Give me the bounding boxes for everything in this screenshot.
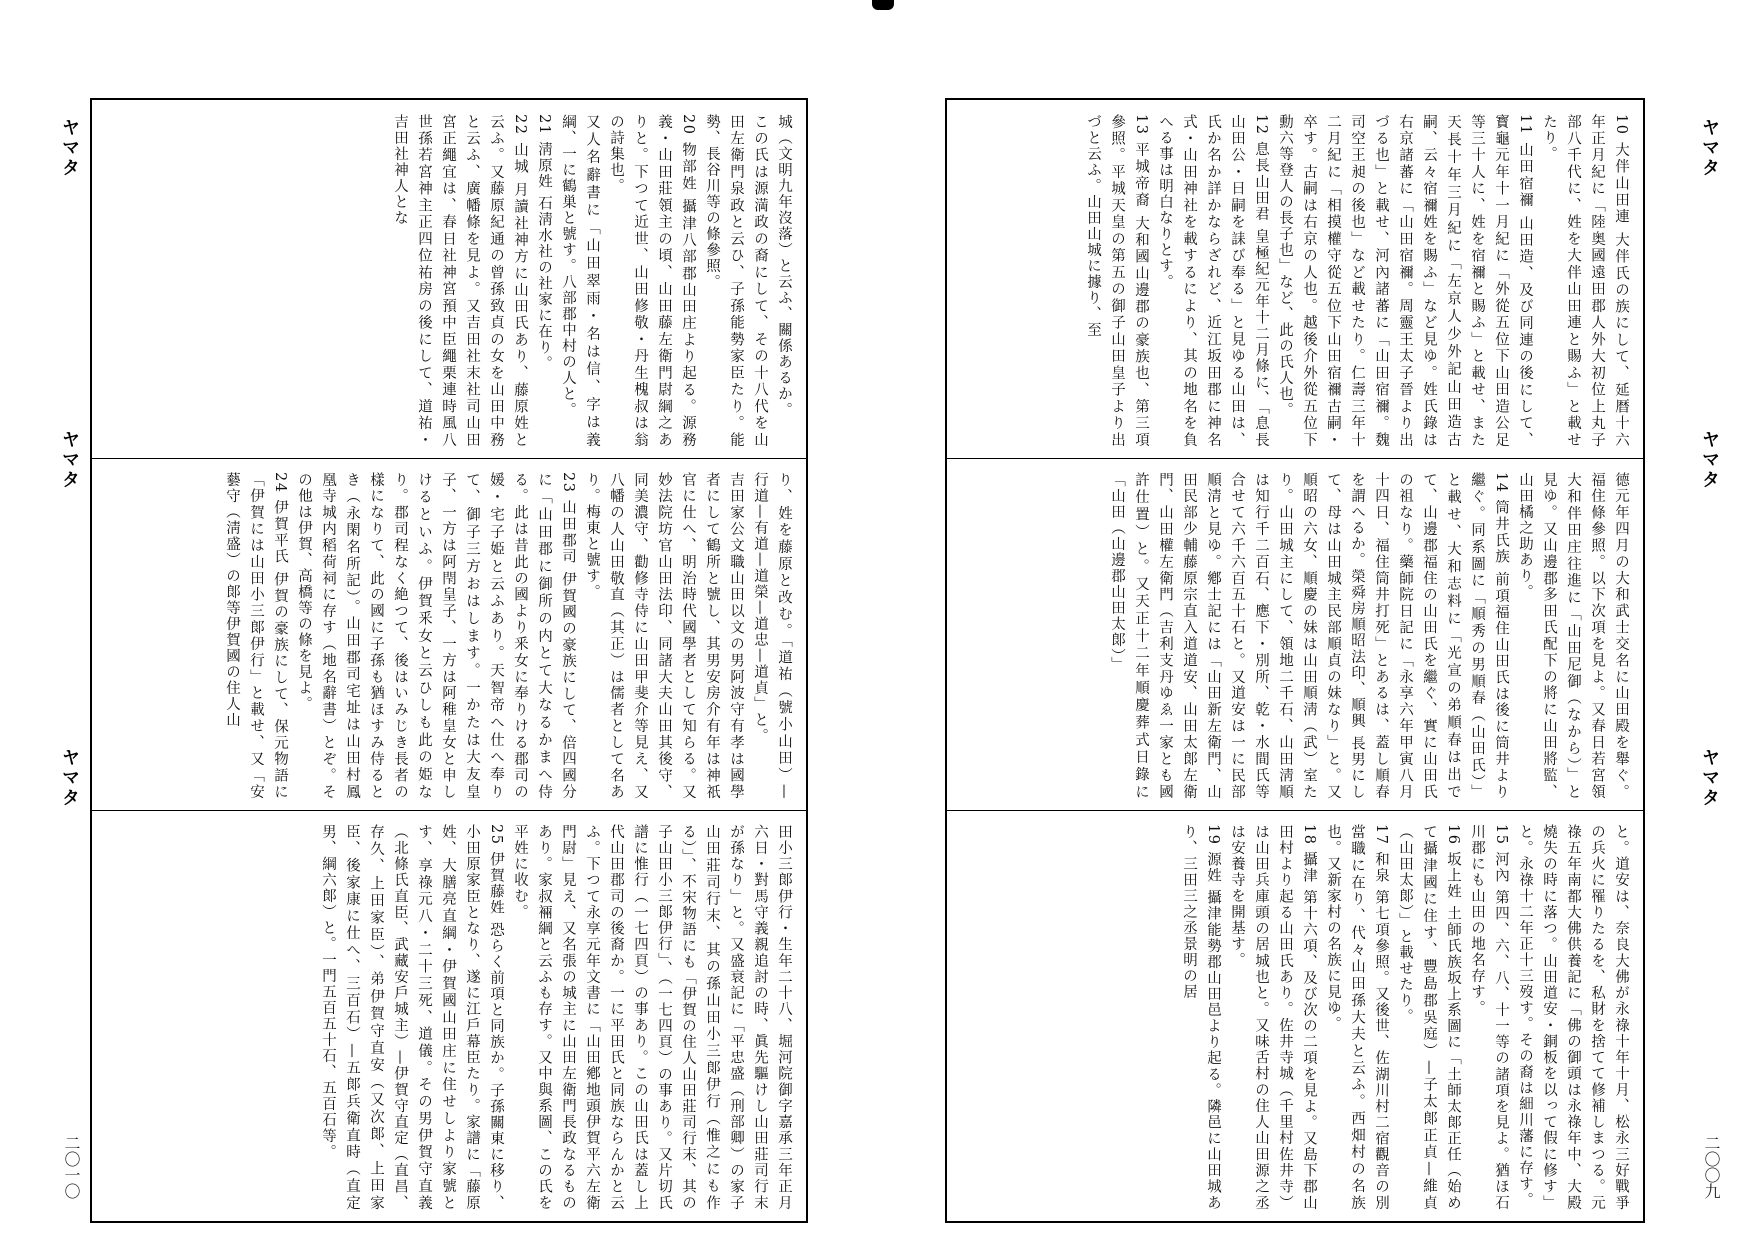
left-band-top-text (92, 100, 806, 458)
running-head-left-1: ヤマタ (59, 118, 80, 178)
running-head-right-1: ヤマタ (1699, 118, 1720, 178)
running-head-left-3: ヤマタ (59, 748, 80, 808)
right-band-middle (947, 458, 1643, 811)
left-page-frame (90, 98, 808, 1223)
right-band-bottom (947, 810, 1643, 1221)
entry-paragraph: と。道安は、奈良大佛が永祿十年十月、松永三好戰爭の兵火に罹りたるを、私財を捨てて修補しまつる。元祿五年南都大佛供養記に「佛の御頭は永祿年中、大殿燒失の時に落つ。山田道安・銅板を以って假に修す」と。永祿十二年正十三歿す。その裔は細川藩に存す。 (1517, 824, 1629, 1211)
right-page-frame (945, 98, 1645, 1223)
entry-paragraph: 15 河內 第四、六、八、十一等の諸項を見よ。猶ほ石川郡にも山田の地名存す。 (1469, 824, 1509, 1211)
entry-paragraph: 13 平城帝裔 大和國山邊郡の豪族也、第三項參照。平城天皇の第五の御子山田皇子より出づと云ふ。山田山城に據り、至 (1085, 114, 1149, 448)
entry-paragraph: 12 息長山田君 皇極紀元年十二月條に、「息長山田公・日嗣を誄び奉る」と見ゆる山田は、氏か名か詳かならざれど、近江坂田郡に神名式・山田神社を載するにより、其の地名を負へる事は明白なりとす。 (1157, 114, 1269, 448)
right-band-top-text (947, 100, 1643, 458)
entry-paragraph: この氏は源満政の裔にして、その十八代を山田左衛門泉政と云ひ、子孫能勢家臣たり。能勢、長谷川等の條參照。 (704, 114, 768, 448)
entry-paragraph: 城（文明九年沒落）と云ふ、關係あるか。 (776, 114, 792, 418)
entry-paragraph: 19 源姓 攝津能勢郡山田邑より起る。隣邑に山田城あり、三田三之丞景明の居 (1181, 824, 1221, 1211)
entry-paragraph: 17 和泉 第七項參照。又後世、佐湖川村二宿觀音の別當職に在り、代々山田孫大夫と云ふ。西畑村の名族也。又新家村の名族に見ゆ。 (1325, 824, 1389, 1211)
entry-paragraph: 18 攝津 第十六項、及び次の二項を見よ。又島下郡山田村より起る山田氏あり。佐井寺城（千里村佐井寺）は山田兵庫頭の居城也と。又味舌村の住人山田源之丞は安養寺を開基す。 (1229, 824, 1317, 1211)
page-number-left: 二〇一〇 (62, 1135, 81, 1199)
entry-paragraph: 11 山田宿禰 山田造、及び同連の後にして、寳龜元年十一月紀に「外從五位下山田造公足等三十人に、姓を宿禰と賜ふ」と載せ、また天長十年三月紀に「左京人少外記山田造古嗣、云々宿禰姓を賜ふ」など見ゆ。姓氏錄は右京諸蕃に「山田宿禰。周靈王太子晉より出づる也」と載せ、河內諸蕃に「山田宿禰。魏司空王昶の後也」など載せたり。仁壽三年十二月紀に「相摸權守從五位下山田宿禰古嗣・卒す。古嗣は右京の人也。越後介外從五位下勳六等登人の長子也」など、此の氏人也。 (1277, 114, 1533, 448)
left-band-bottom-text (92, 810, 806, 1221)
entry-paragraph: 22 山城 月讀社神方に山田氏あり、藤原姓と云ふ。又藤原紀通の曾孫致貞の女を山田中務と云ふ、廣幡條を見よ。又吉田社末社司山田宮正繩宜は、春日社神宮預中臣繩栗連時風八世孫若宮神主正四位祐房の後にして、道祐・吉田社神人とな (392, 114, 528, 448)
left-band-bottom (92, 810, 806, 1221)
top-notch-mark (872, 0, 894, 10)
entry-paragraph: り、姓を藤原と改む。「道祐（號小山田）—行道—有道—道榮—道忠—道貞」と。 (752, 472, 792, 800)
entry-paragraph: 10 大伴山田連 大伴氏の族にして、延暦十六年正月紀に「陸奥國遠田郡人外大初位上丸子部八千代に、姓を大伴山田連と賜ふ」と載せたり。 (1541, 114, 1629, 448)
entry-paragraph: 吉田家公文職山田以文の男阿波守有孝は國學者にして鶴所と號し、其男安房介有年は神祇官に仕へ、明治時代國學者として知らる。又妙法院坊官山田法印、同諸大夫山田其後守、同美濃守、勸修寺侍に山田甲斐介等見え、又八幡の人山田敬直（其正）は儒者として名あり。梅東と號す。 (584, 472, 744, 800)
entry-paragraph: 又人名辭書に「山田翠雨・名は信、字は義綱、一に鶴巣と號す。八部郡中村の人と。 (560, 114, 600, 448)
right-band-middle-text (947, 458, 1643, 810)
entry-paragraph: 16 坂上姓 土師氏族坂上系圖に「土師太郞正任（始めて攝津國に住す、豐島郡吳庭）—子太郞正貞—維貞（山田太郞）」と載せたり。 (1397, 824, 1461, 1211)
left-band-top (92, 100, 806, 459)
left-band-middle (92, 458, 806, 811)
entry-paragraph: 20 物部姓 攝津八部郡山田庄より起る。源務義・山田莊領主の頃、山田藤左衛門尉綱之ありと。下つて近世、山田修敬・丹生槐叔は翁の詩集也。 (608, 114, 696, 448)
entry-paragraph: 14 筒井氏族 前項福住山田氏は後に筒井より繼ぐ。同系圖に「順秀の男順春（山田氏）」と載せ、大和志料に「光宣の弟順春は出でて、山邊郡福住の山田氏を繼ぐ、實に山田氏の祖なり。藥師院日記に「永享六年甲寅八月十四日、福住筒井打死」とあるは、蓋し順春を謂へるか。榮舜房順昭法印、順興 長男にして、母は山田城主民部順貞の妹なり」と。又順昭の六女、順慶の妹は山田順淸（武）室たり。山田城主にして、領地二千石、山田淸順は知行千二百石、應下・別所、乾・水間氏等合せて六千六百五十石と。又道安は一に民部順清と見ゆ。鄕士記には「山田新左衛門、山田民部少輔藤原宗直入道道安、山田太郞左衛門、山田權左衛門（吉利支丹ゆゑ一家とも國許仕置）と。又天正十二年順慶葬式日錄に「山田（山邊郡山田太郞）」 (1109, 472, 1509, 800)
entry-paragraph: 24 伊賀平氏 伊賀の豪族にして、保元物語に「伊賀には山田小三郞伊行」と載せ、又「安藝守（淸盛）の郞等伊賀國の住人山 (224, 472, 288, 800)
running-head-right-2: ヤマタ (1699, 430, 1720, 490)
entry-paragraph: 德元年四月の大和武士交名に山田殿を舉ぐ。福住條參照。以下次項を見よ。又春日若宮領大和伴田庄往進に「山田尼御（なから）」と見ゆ。又山邊郡多田氏配下の將に山田將監、山田橘之助あり。 (1517, 472, 1629, 800)
right-band-bottom-text (947, 810, 1643, 1221)
left-band-middle-text (92, 458, 806, 810)
right-band-top (947, 100, 1643, 459)
page-number-right: 二〇〇九 (1702, 1135, 1721, 1199)
entry-paragraph: 23 山田郡司 伊賀國の豪族にして、倍四國分に「山田郡に御所の内とて大なるかまへ侍る。此は昔此の國より釆女に奉りける郡司の媛・宅子姫と云ふあり。天智帝へ仕へ奉りて、御子三方おはします。一かたは大友皇子、一方は阿閇皇子、一方は阿稚皇女と申しけるといふ。伊賀釆女と云ひしも此の姫なり。郡司程なく絶つて、後はいみじき長者の樣になりて、此の國に子孫も猶ほすみ侍るとき（永閑名所記）。山田郡司宅址は山田村鳳凰寺城内稻荷祠に存す（地名辭書）とぞ。その他は伊賀、高橋等の條を見よ。 (296, 472, 576, 800)
entry-paragraph: 25 伊賀藤姓 恐らく前項と同族か。子孫關東に移り、小田原家臣となり、遂に江戶幕臣たり。家譜に「藤原姓、大膳亮直綱・伊賀國山田庄に住せしより家號とす、享祿元八・二十三死、道儀。その男伊賀守直義（北條氏直臣、武藏安戶城主）—伊賀守直定（直昌、存久、上田家臣）、弟伊賀守直安（又次郞、上田家臣、後家康に仕へ、三百石）—五郞兵衛直時（直定男、綱六郞）と。一門五百五十石、五百石等。 (320, 824, 504, 1211)
running-head-right-3: ヤマタ (1699, 748, 1720, 808)
entry-paragraph: 田小三郞伊行・生年二十八、堀河院御字嘉承三年正月六日・對馬守義親追討の時、眞先驅けし山田莊司行末が孫なり」と。又盛衰記に「平忠盛（刑部卿）の家子山田莊司行末、其の孫山田小三郞伊行（惟之にも作る）」、不宋物語にも「伊賀の住人山田莊司行末、其の子山田小三郞伊行」、（一七四頁）の事あり。又片切氏譜に惟行（一七四頁）の事あり。この山田氏は蓋し上代山田郡司の後裔か。一に平田氏と同族ならんかと云ふ。下つて永享元年文書に「山田鄕地頭伊賀平六左衛門尉」見え、又名張の城主に山田左衛門長政なるものあり。家叔裲綱と云ふも存す。又中與系圖、この氏を平姓に收む。 (512, 824, 792, 1211)
entry-paragraph: 21 淸原姓 石淸水社の社家に在り。 (536, 114, 552, 372)
running-head-left-2: ヤマタ (59, 430, 80, 490)
